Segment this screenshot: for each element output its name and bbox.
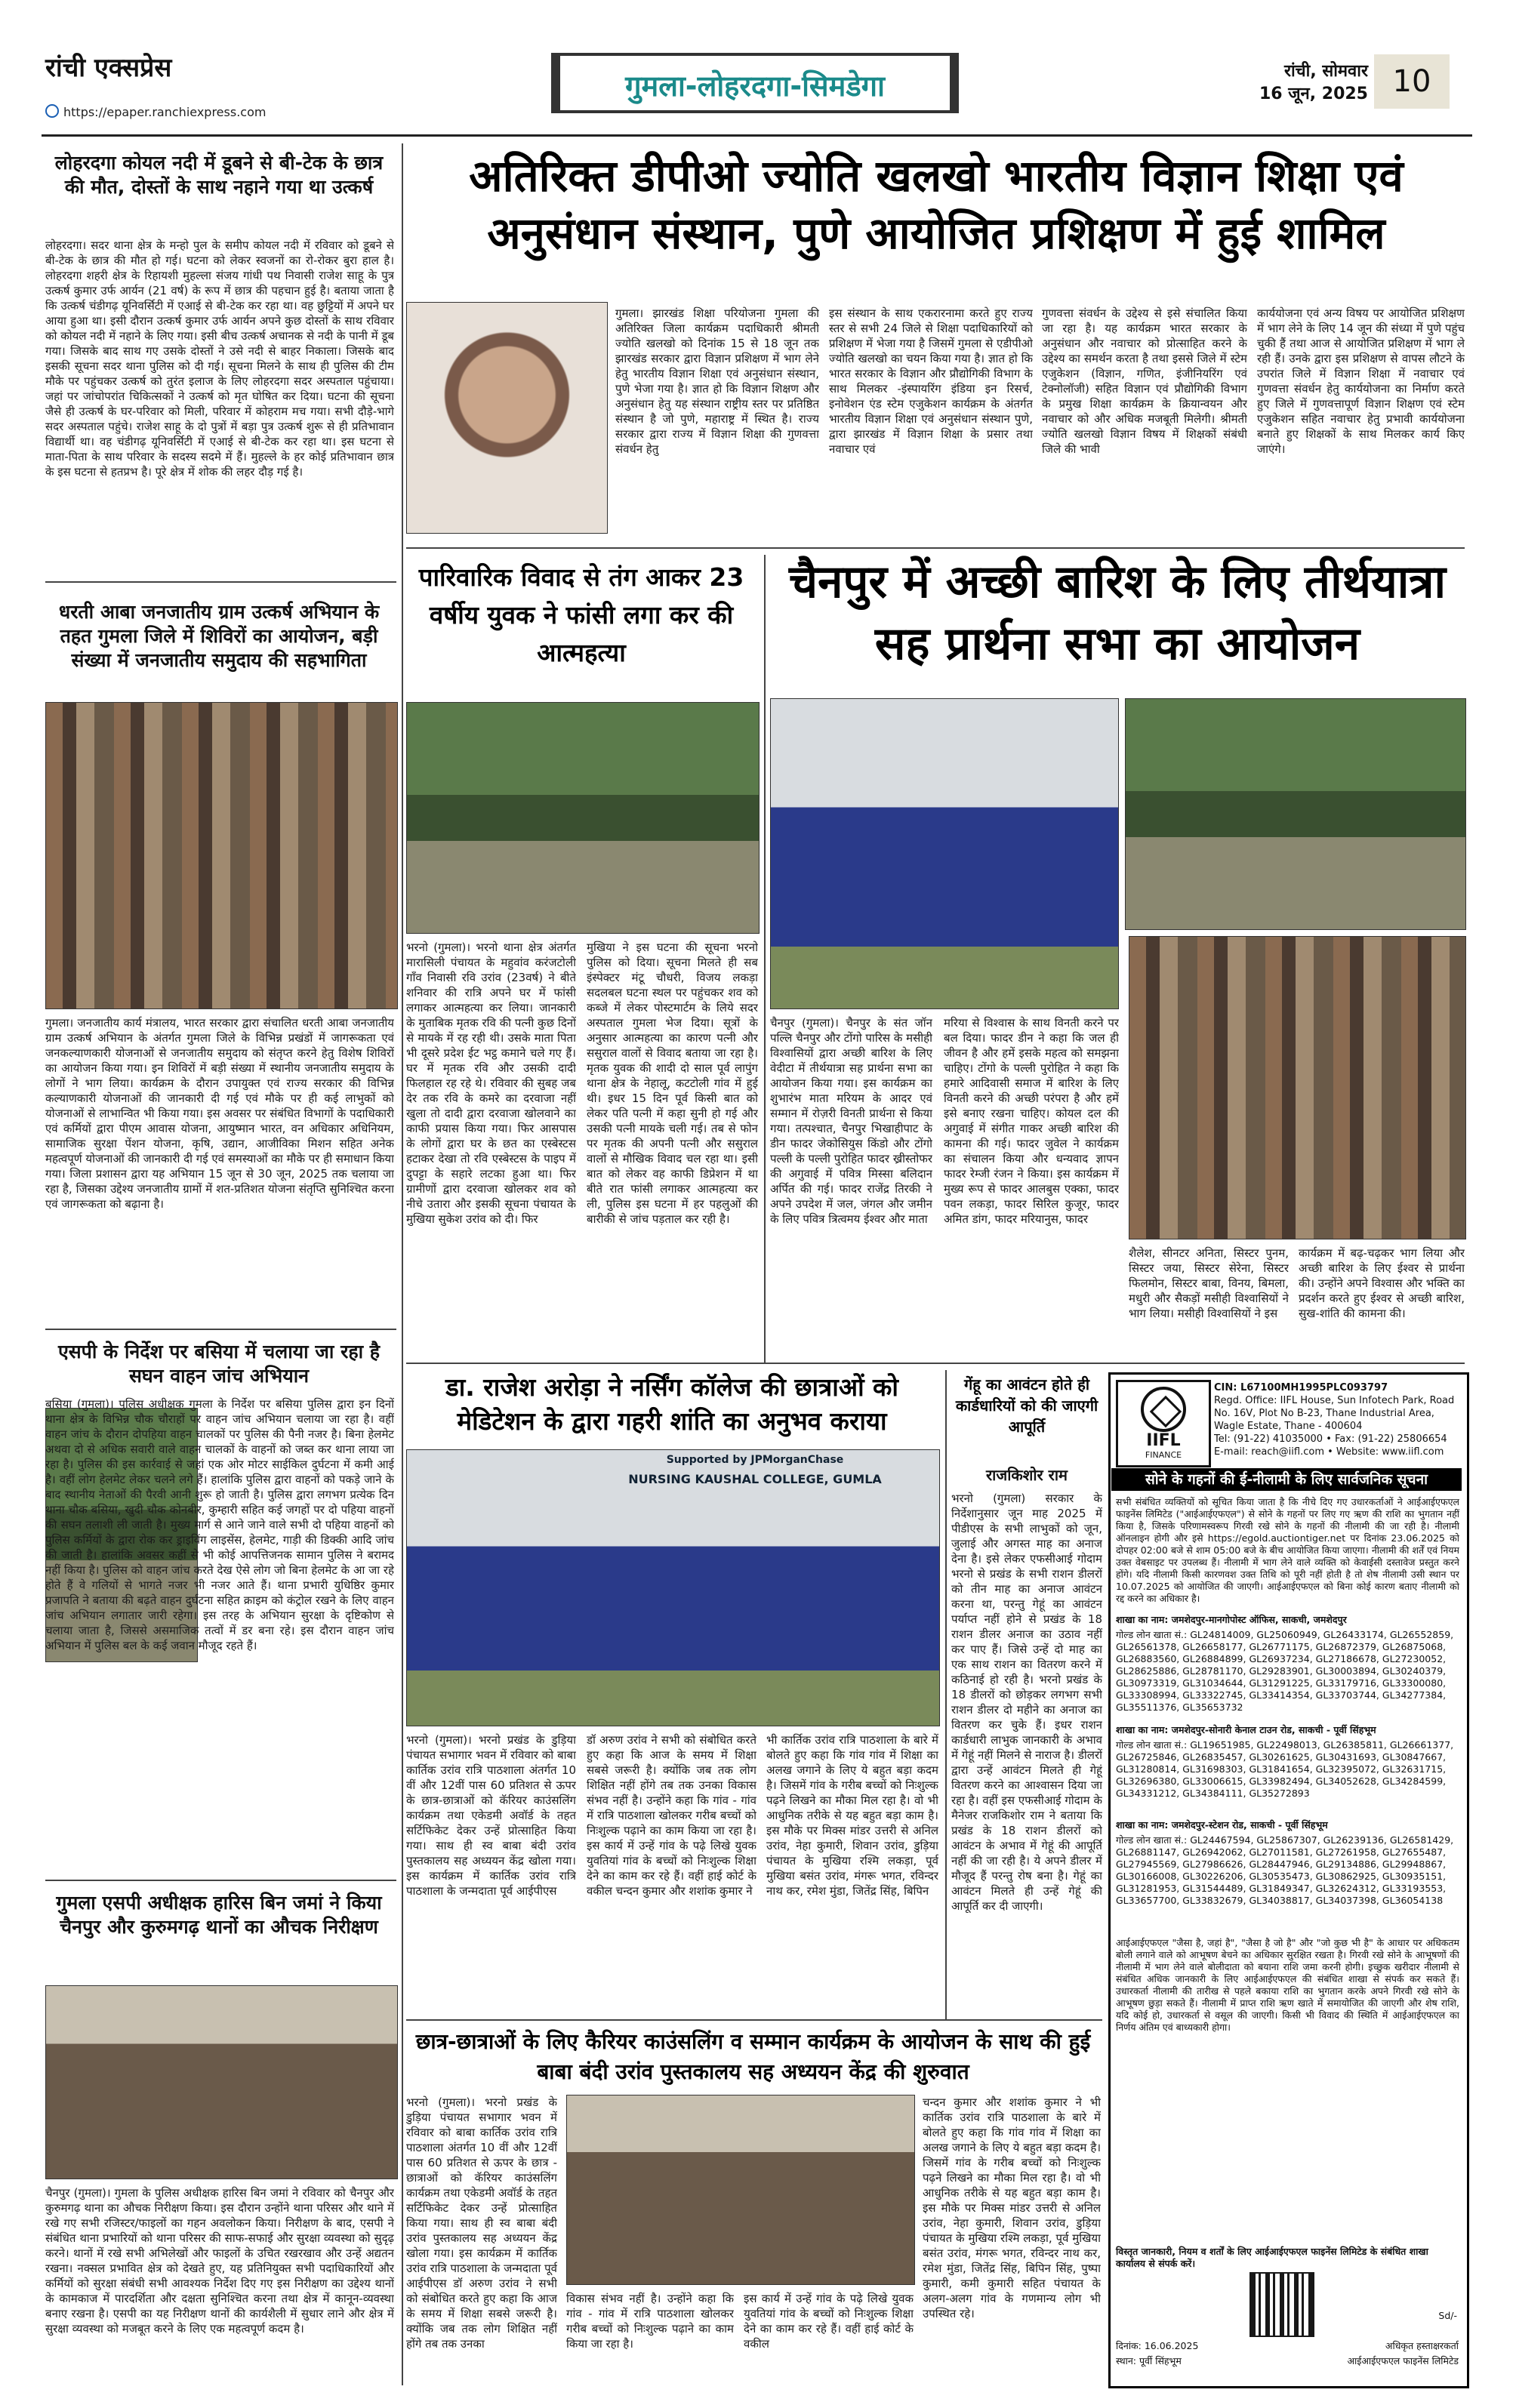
nursing-col3: भी कार्तिक उरांव रात्रि पाठशाला के बारे में बोलते हुए कहा कि गांव गांव में शिक्षा का अलख जगाने के लिए ये बहुत बड़ा कदम है। जिसमें गांव के गरीब बच्चों को निःशुल्क पढ़ने लिखने का मौका मिल रहा है। वो भी आधुनिक तरीके से यह बहुत बड़ा काम है। इस मौके पर मिक्स मांडर उत्तरी से अनिल उरांव, नेहा कुमारी, शिवान उरांव, डुड़िया पंचायत के मुखिया रश्मि लकड़ा, पूर्व मुखिया बसंत उरांव, मंगरू भगत, रविन्दर नाथ कर, रमेश मुंडा, जितेंद्र सिंह, बिपिन [766,1733,938,1898]
story2-photo [45,702,398,1009]
story3-body-text: बसिया (गुमला)। पुलिस अधीक्षक गुमला के निर्देश पर बसिया पुलिस द्वारा इन दिनों थाना क्षेत्र के विभिन्न चौक चौराहों पर वाहन जांच अभियान चलाया जा रहा है। वहीं वाहन जांच के दौरान दोपहिया वाहन चालकों पर पुलिस की पैनी नजर है। बिना हेलमेट अथवा दो से अधिक सवारी वाले वाहन चालकों के वाहनों को जब्त कर थाना लाया जा रहा है। पुलिस की इस कार्रवाई से जहां एक ओर मोटर साईकिल दुर्घटना में कमी आई है। वहीं लोग हेलमेट लेकर चलने लगे हैं। हालांकि पुलिस द्वारा वाहनों को पकड़े जाने के बाद स्थानीय नेताओं की पैरवी आनी शुरू हो जाती है। पुलिस द्वारा लगभग प्रत्येक दिन थाना चौक बसिया, खुदी चौक कोनबीर, कुम्हारी सहित कई जगहों पर दो पहिया वाहनों की सघन तलाशी ली जाती है। मुख्य मार्ग से आने जाने वाले सभी दो पहिया वाहनों को पुलिस कर्मियों के द्वारा रोक कर ड्राइविंग लाइसेंस, हेलमेट, गाड़ी की डिक्की आदि जांच की जाती है। हालांकि अवसर कहीं से भी कोई आपत्तिजनक सामान पुलिस ने बरामद नहीं किया है। पुलिस को वाहन जांच करते देख ऐसे लोग जो बिना हेलमेट के आ जा रहे होते हैं वे गलियों से भागते नजर भी नजर आते हैं। थाना प्रभारी युधिष्ठिर कुमार प्रजापति ने बताया की बढ़ते वाहन दुर्घटना सहित क्राइम को कंट्रोल रखने के लिए वाहन जांच अभियान लगातार जारी रहेगा। इस तरह के अभियान सुरक्षा के दृष्टिकोण से चलाया जाता है, जिससे असमाजिक तत्वों में डर बना रहे। इस दौरान वाहन जांच अभियान में पुलिस बल के कई जवान मौजूद रहते हैं। [45,1397,394,1652]
top-story-col4: कार्ययोजना एवं अन्य विषय पर आयोजित प्रशिक्षण में भाग लेने के लिए 14 जून की संध्या में पुणे पहुंच चुकी हैं तथा आज से आयोजित प्रशिक्षण में भाग ले रही हैं। उनके द्वारा इस प्रशिक्षण से वापस लौटने के उपरांत जिले में विज्ञान शिक्षा में नवाचार एवं गुणवत्ता संवर्धन हेतु कार्ययोजना का निर्माण करते हुए जिले में गुणवत्तापूर्ण विज्ञान शिक्षण एवं स्टेम एजुकेशन सहित नवाचार हेतु प्रभावी कार्ययोजना बनाते हुए शिक्षकों के साथ मिलकर कार्य किए जाएंगे। [1257,306,1465,456]
chainpur-photo-1 [770,698,1119,1009]
iifl-email: E-mail: reach@iifl.com • Website: www.iifl.com [1214,1446,1444,1458]
iifl-branch1-head: शाखा का नाम: जमशेदपुर-मानगोपोस्ट ऑफिस, साकची, जमशेदपुर [1116,1614,1347,1625]
iifl-place: स्थान: पूर्वी सिंहभूम [1116,2355,1182,2366]
top-story-col2: इस संस्थान के साथ एकरारनामा करते हुए राज्य स्तर से सभी 24 जिले से शिक्षा पदाधिकारियों को प्रशिक्षण में भेजा गया है जिसमें गुमला से एडीपीओ ज्योति खलखो का चयन किया गया है। ज्ञात हो कि भारत सरकार के विज्ञान और प्रौद्योगिकी विभाग के साथ मिलकर -इंस्पायरिंग इंडिया इन रिसर्च, इनोवेशन एंड स्टेम एजुकेशन कार्यक्रम के अंतर्गत भारतीय विज्ञान शिक्षा एवं अनुसंधान संस्थान पुणे, द्वारा झारखंड में विज्ञान शिक्षा के प्रसार तथा नवाचार एवं [829,306,1033,456]
iifl-para2: आईआईएफएल "जैसा है, जहां है", "जैसा है जो है" और "जो कुछ भी है" के आधार पर अधिकतम बोली लगाने वाले को आभूषण बेचने का अधिकार सुरक्षित रखता है। गिरवी रखे सोने के आभूषणों की नीलामी में भाग लेने वाले बोलीदाता को बयाना राशि जमा करनी होगी। इच्छुक खरीदार नीलामी से संबंधित अधिक जानकारी के लिए आईआईएफएल की संबंधित शाखा से संपर्क कर सकते हैं। उधारकर्ता नीलामी की तारीख से पहले बकाया राशि का भुगतान करके अपने गिरवी रखे सोने के आभूषण छुड़ा सकते हैं। नीलामी में प्राप्त राशि ऋण खाते में समायोजित की जाएगी और शेष राशि, यदि कोई हो, उधारकर्ता से वसूल की जाएगी। किसी भी विवाद की स्थिति में आईआईएफएल का निर्णय अंतिम एवं बाध्यकारी होगा। [1116,1937,1459,2033]
gehu-body: भरनो (गुमला) सरकार के निर्देशानुसार जून माह 2025 में पीडीएस के सभी लाभुकों को जून, जुलाई और अगस्त माह का अनाज देना है। इसे लेकर एफसीआई गोदाम भरनो से प्रखंड के सभी राशन डीलरों को तीन माह का अनाज आवंटन करना था, परन्तु गेहूं का आवंटन पर्याप्त नहीं होने से प्रखंड के 18 राशन डीलर अनाज का उठाव नहीं कर पाए हैं। जिसे उन्हें दो माह का एक साथ राशन का वितरण करने में कठिनाई हो रही है। भरनो प्रखंड के 18 डीलरों को छोड़कर लगभग सभी राशन डीलर दो महीने का अनाज का वितरण कर चुके हैं। इधर राशन कार्डधारी लाभुक जानकारी के अभाव में गेहूं नहीं मिलने से नाराज है। डीलरों द्वारा उन्हें आवंटन मिलते ही गेहूं वितरण करने का आश्वासन दिया जा रहा है। वहीं इस एफसीआई गोदाम के मैनेजर राजकिशोर राम ने बताया कि प्रखंड के 18 राशन डीलरों को आवंटन के अभाव में गेहूं की आपूर्ति नहीं की जा रही है। ये अपने डीलर में मौजूद हैं परन्तु रोष बना है। गेहूं का आवंटन मिलते ही उन्हें गेहूं की आपूर्ति कर दी जाएगी। [951,1492,1102,1913]
nursing-sign-college: NURSING KAUSHAL COLLEGE, GUMLA [628,1472,882,1486]
iifl-notice-title: सोने के गहनों की ई-नीलामी के लिए सार्वजनिक सूचना [1111,1468,1462,1491]
chainpur-story-headline: चैनपुर में अच्छी बारिश के लिए तीर्थयात्रा सह प्रार्थना सभा का आयोजन [789,556,1446,670]
divider [45,1880,396,1881]
iifl-brand: IIFL [1146,1431,1181,1450]
iifl-officer-company: आईआईएफएल फाइनेंस लिमिटेड [1347,2355,1459,2366]
iifl-brand-sub: FINANCE [1145,1450,1182,1460]
story4-body: चैनपुर (गुमला)। गुमला के पुलिस अधीक्षक हारिस बिन जमां ने रविवार को चैनपुर और कुरुमगढ़ थाना का औचक निरीक्षण किया। इस दौरान उन्होंने थाना परिसर और थाने में रखे गए सभी रजिस्टर/फाइलों का गहन अवलोकन किया। निरीक्षण के बाद, एसपी ने संबंधित थाना प्रभारियों को थाना परिसर की साफ-सफाई और सुरक्षा व्यवस्था को सुदृढ़ करने। थानों में रखे सभी अभिलेखों और फाइलों के उचित रखरखाव और उन्हें अद्यतन रखना। नक्सल प्रभावित क्षेत्र को देखते हुए, यह प्रतिनियुक्त सभी पदाधिकारियों और कर्मियों को सुरक्षा संबंधी सभी आवश्यक निर्देश दिए गए इस निरीक्षण का उद्देश्य थानों के कामकाज में पारदर्शिता और दक्षता सुनिश्चित करना तथा क्षेत्र में कानून-व्यवस्था बनाए रखना है। एसपी का यह निरीक्षण थानों की कार्यशैली में सुधार लाने और क्षेत्र में सुरक्षा व्यवस्था को मजबूत करने के लिए एक महत्वपूर्ण कदम है। [45,2186,394,2336]
family-story-photo [406,702,760,934]
story2-headline: धरती आबा जनजातीय ग्राम उत्कर्ष अभियान के तहत गुमला जिले में शिविरों का आयोजन, बड़ी संख्या में जनजातीय समुदाय की सहभागिता [58,601,380,671]
url-text: https://epaper.ranchiexpress.com [63,105,267,119]
career-photo [566,2095,915,2285]
iifl-signature: Sd/- [1438,2310,1457,2321]
iifl-branch2-head: शाखा का नाम: जमशेदपुर-सोनारी केनाल टाउन रोड, साकची - पूर्वी सिंहभूम [1116,1724,1376,1735]
top-story-col3: गुणवत्ता संवर्धन के उद्देश्य से इसे संचालित किया जा रहा है। यह कार्यक्रम भारत सरकार के अनुसंधान और नवाचार को प्रोत्साहित करने के उद्देश्य का समर्थन करता है तथा इससे जिले में स्टेम एजुकेशन (विज्ञान, गणित, इंजीनियरिंग एवं टेक्नोलॉजी) सहित विज्ञान एवं प्रौद्योगिकी विभाग के प्रमुख शिक्षा कार्यक्रम के क्रियान्वयन और नवाचार को और अधिक मजबूती मिलेगी। श्रीमती ज्योति खलखो विज्ञान विषय में शिक्षकों संबंधी जिले की भावी [1042,306,1247,456]
nursing-photo [406,1449,940,1726]
newspaper-title: रांची एक्सप्रेस [45,53,172,83]
chainpur-col2: मरिया से विश्वास के साथ विनती करने पर बल दिया। फादर डीन ने कहा कि जल ही जीवन है और हमें इसके महत्व को समझना चाहिए। टोंगो के पल्ली पुरोहित ने कहा कि हमारे आदिवासी समाज में बारिश के लिए विनती करने की अच्छी परंपरा है और हमें इसे बनाए रखना चाहिए। कोयल दल की अगुवाई में संगीत गाकर अच्छी बारिश की कामना की गई। फादर जुवेल ने कार्यक्रम का संचालन किया और धन्यवाद ज्ञापन फादर रेम्जी रंजन ने किया। इस कार्यक्रम में मुख्य रूप से फादर आलबुस एक्का, फादर पवन लकड़ा, फादर सिरिल कुजूर, फादर अमित डांग, फादर मरियानुस, फादर [944,1016,1119,1226]
iifl-regd: Regd. Office: IIFL House, Sun Infotech Park, Road No. 16V, Plot No B-23, Thane Industrial Area, Wagle Estate, Thane - 400604 [1214,1395,1455,1432]
divider [45,1329,396,1330]
gehu-story-headline: गेंहू का आवंटन होते ही कार्डधारियों को की जाएगी आपूर्ति [955,1375,1098,1436]
iifl-para3: विस्तृत जानकारी, नियम व शर्तों के लिए आईआईएफएल फाइनेंस लिमिटेड के संबंधित शाखा कार्यालय से संपर्क करें। [1116,2246,1428,2269]
iifl-para1: सभी संबंधित व्यक्तियों को सूचित किया जाता है कि नीचे दिए गए उधारकर्ताओं ने आईआईएफएल फाइनेंस लिमिटेड ("आईआईएफएल") से सोने के गहनों पर लिए गए ऋण की राशि का भुगतान नहीं किया है, जिसके परिणामस्वरूप गिरवी रखे सोने के गहनों की नीलामी की जा रही है। नीलामी ऑनलाइन होगी और इसे https://egold.auctiontiger.net पर दिनांक 23.06.2025 को दोपहर 02:00 बजे से शाम 05:00 बजे के बीच आयोजित किया जाएगा। नीलामी की शर्तें एवं नियम उक्त वेबसाइट पर उपलब्ध हैं। नीलामी में भाग लेने वाले व्यक्ति को केवाईसी दस्तावेज प्रस्तुत करने होंगे। यदि नीलामी किसी कारणवश उक्त तिथि को पूरी नहीं होती है तो शेष नीलामी उसी स्थान पर 10.07.2025 को आयोजित की जाएगी। आईआईएफएल को बिना कोई कारण बताए नीलामी को रद्द करने का अधिकार है। [1116,1496,1459,1604]
divider [45,581,396,583]
chainpur-col4: कार्यक्रम में बढ़-चढ़कर भाग लिया और अच्छी बारिश के लिए ईश्वर से प्रार्थना की। उन्होंने अपने विश्वास और भक्ति का प्रदर्शन करते हुए ईश्वर से अच्छी बारिश, सुख-शांति की कामना की। [1299,1246,1465,1320]
left-column-divider [402,143,403,2385]
career-col1: भरनो (गुमला)। भरनो प्रखंड के डुड़िया पंचायत सभागार भवन में रविवार को बाबा कार्तिक उरांव रात्रि पाठशाला अंतर्गत 10 वीं और 12वीं पास 60 प्रतिशत से ऊपर के छात्र - छात्राओं को कॅरियर काउंसलिंग कार्यक्रम तथा एकेडमी अवॉर्ड के तहत सर्टिफिकेट देकर उन्हें प्रोत्साहित किया गया। साथ ही स्व बाबा बंदी उरांव पुस्तकालय सह अध्ययन केंद्र खोला गया। इस कार्यक्रम में कार्तिक उरांव रात्रि पाठशाला के जन्मदाता पूर्व आईपीएस डॉ अरुण उरांव ने सभी को संबोधित करते हुए कहा कि आज के समय में शिक्षा सबसे जरूरी है। क्योंकि जब तक लोग शिक्षित नहीं होंगे तब तक उनका [406,2095,557,2351]
story1-body: लोहरदगा। सदर थाना क्षेत्र के मन्हो पुल के समीप कोयल नदी में रविवार को डूबने से बी-टेक के छात्र की मौत हो गई। घटना को लेकर स्वजनों का रो-रोकर बुरा हाल है। लोहरदगा शहरी क्षेत्र के रिहायशी मुहल्ला संजय गांधी पथ निवासी राजेश साहू के पुत्र उत्कर्ष कुमार उर्फ आर्यन (21 वर्ष) के रूप में छात्र की पहचान हुई है। बताया जाता है कि उत्कर्ष चंडीगढ़ यूनिवर्सिटी में एआई से बी-टेक कर रहा था। वह छुट्टियों में अपने घर आया हुआ था। इसी दौरान उत्कर्ष कुमार उर्फ आर्यन अपने कुछ दोस्तों के साथ रविवार को कोयल नदी में नहाने के लिए गया। इसी बीच उत्कर्ष अचानक से नदी के पानी में डूब गया। जिसके बाद साथ गए उसके दोस्तों ने उसे नदी से बाहर निकाला। जिसके बाद इसकी सूचना सदर थाना पुलिस को दी गई। सूचना मिलने के साथ ही पुलिस की टीम मौके पर पहुंचकर उत्कर्ष को तुरंत इलाज के लिए लोहरदगा सदर अस्पताल पहुंचाया। जहां पर जांचोपरांत चिकित्सकों ने उत्कर्ष को मृत घोषित कर दिया। घटना की सूचना जैसे ही उत्कर्ष के घर-परिवार को मिली, परिवार में कोहराम मच गया। सभी दौड़े-भागे सदर अस्पताल पहुंचे। राजेश साहू के दो पुत्रों में बड़ा पुत्र उत्कर्ष शुरू से ही प्रतिभावान विद्यार्थी था। वह चंडीगढ़ यूनिवर्सिटी में एआई से बी-टेक कर रहा था। इस घटना से माता-पिता के साथ परिवार के सदस्य सदमे में हैं। मुहल्ले के हर कोई प्रतिभावान छात्र के इस घटना से हतप्रभ है। पूरे क्षेत्र में शोक की लहर दौड़ गई है। [45,239,394,479]
nursing-col1: भरनो (गुमला)। भरनो प्रखंड के डुड़िया पंचायत सभागार भवन में रविवार को बाबा कार्तिक उरांव रात्रि पाठशाला अंतर्गत 10 वीं और 12वीं पास 60 प्रतिशत से ऊपर के छात्र-छात्राओं को कॅरियर काउंसलिंग कार्यक्रम तथा एकेडमी अवॉर्ड के तहत सर्टिफिकेट देकर उन्हें प्रोत्साहित किया गया। साथ ही स्व बाबा बंदी उरांव पुस्तकालय सह अध्ययन केंद्र खोला गया। इस कार्यक्रम में कार्तिक उरांव रात्रि पाठशाला के जन्मदाता पूर्व आईपीएस [406,1733,576,1898]
top-story-headline: अतिरिक्त डीपीओ ज्योति खलखो भारतीय विज्ञान शिक्षा एवं अनुसंधान संस्थान, पुणे आयोजित प्रशिक्षण में हुई शामिल [469,150,1404,259]
divider [945,1370,947,2019]
nursing-col2: डॉ अरुण उरांव ने सभी को संबोधित करते हुए कहा कि आज के समय में शिक्षा सबसे जरूरी है। क्योंकि जब तक लोग शिक्षित नहीं होंगे तब तक उनका विकास संभव नहीं है। उन्होंने कहा कि गांव - गांव में रात्रि पाठशाला खोलकर गरीब बच्चों को निःशुल्क पढ़ाने का काम किया जा रहा है। इस कार्य में उन्हें गांव के पढ़े लिखे युवक युवतियां गांव के बच्चों को निःशुल्क शिक्षा देने का काम कर रहे हैं। वहीं हाई कोर्ट के वकील चन्दन कुमार और शशांक कुमार ने [587,1733,756,1898]
story3-body [45,1396,394,1865]
chainpur-photo-2 [1125,698,1466,930]
story3-headline: एसपी के निर्देश पर बसिया में चलाया जा रहा है सघन वाहन जांच अभियान [57,1341,381,1387]
nursing-sign-sponsor: Supported by JPMorganChase [666,1454,844,1466]
chainpur-col3: शैलेश, सीनटर अनिता, सिस्टर पुनम, सिस्टर जया, सिस्टर सेरेना, सिस्टर फिलमोन, सिस्टर बाबा, विनय, बिमला, मधुरी और सैकड़ों मसीही विश्वासियों ने भाग लिया। मसीही विश्वासियों ने इस [1129,1246,1289,1320]
page-number: 10 [1374,54,1450,109]
divider [764,555,766,1363]
iifl-branch3-list: गोल्ड लोन खाता सं.: GL24467594, GL25867307, GL26239136, GL26581429, GL26881147, GL26942062, GL27011581, GL27261958, GL27655487, GL27945569, GL27986626, GL28447946, GL29134886, GL29948867, GL30166008, GL30226206, GL30535473, GL30862925, GL30935151, GL31281953, GL31544489, GL31849347, GL32624312, GL33193553, GL33657700, GL33832679, GL34038817, GL34037398, GL36054138 [1116,1834,1454,1906]
iifl-branch3-head: शाखा का नाम: जमशेदपुर-स्टेशन रोड, साकची - पूर्वी सिंहभूम [1116,1819,1328,1831]
iifl-officer-title: अधिकृत हस्ताक्षरकर्ता [1385,2340,1459,2351]
iifl-logo-icon [1141,1387,1186,1432]
family-story-col2: मुखिया ने इस घटना की सूचना भरनो पुलिस को दिया। सूचना मिलते ही सब इंस्पेक्टर मंटू चौधरी, विजय लकड़ा सदलबल घटना स्थल पर पहुंचकर शव को कब्जे में लेकर पोस्टमार्टम के लिये सदर अस्पताल गुमला भेज दिया। सूत्रों के अनुसार आत्महत्या का कारण पत्नी और ससुराल वालों से विवाद बताया जा रहा है। मृतक युवक की शादी दो साल पूर्व लापुंग थाना क्षेत्र के नेहालू, कटटोली गांव में हुई थी। इधर 15 दिन पूर्व किसी बात को लेकर पति पत्नी में कहा सुनी हो गई और उसकी पत्नी मायके चली गई। तब से फोन पर मृतक की अपनी पत्नी और ससुराल वालों से मौखिक विवाद चल रहा था। इसी बात को लेकर वह काफी डिप्रेशन में था बीते रात फांसी लगाकर आत्महत्या कर ली, पुलिस इस घटना में हर पहलुओं की बारीकी से जांच पड़ताल कर रही है। [587,941,758,1226]
iifl-branch2-list: गोल्ड लोन खाता सं.: GL19651985, GL22498013, GL26385811, GL26661377, GL26725846, GL26835457, GL30261625, GL30431693, GL30847667, GL31280814, GL31698303, GL31841654, GL32395072, GL32631715, GL32696380, GL33006615, GL33982494, GL34052628, GL34284599, GL34331212, GL34384111, GL35272893 [1116,1739,1454,1799]
dateline [1235,60,1368,106]
divider [406,547,1465,549]
career-col3: इस कार्य में उन्हें गांव के पढ़े लिखे युवक युवतियां गांव के बच्चों को निःशुल्क शिक्षा देने का काम कर रहे हैं। वहीं हाई कोर्ट के वकील [744,2292,914,2351]
story4-photo [45,1985,398,2179]
family-story-headline: पारिवारिक विवाद से तंग आकर 23 वर्षीय युवक ने फांसी लगा कर की आत्महत्या [418,562,744,667]
career-col2: विकास संभव नहीं है। उन्होंने कहा कि गांव - गांव में रात्रि पाठशाला खोलकर गरीब बच्चों को निःशुल्क पढ़ाने का काम किया जा रहा है। [566,2292,734,2351]
iifl-logo [1116,1380,1211,1467]
top-story-portrait [406,302,608,534]
dateline-date: 16 जून, 2025 [1259,85,1368,103]
iifl-branch1-list: गोल्ड लोन खाता सं.: GL24814009, GL25060949, GL26433174, GL26552859, GL26561378, GL26658177, GL26771175, GL26872379, GL26875068, GL26883560, GL26884899, GL26937234, GL27186678, GL27230052, GL28625886, GL28781170, GL29283901, GL30003894, GL30240379, GL30973319, GL31034644, GL31291225, GL33179716, GL33300080, GL33308994, GL33322745, GL33414354, GL33703744, GL34277384, GL35511376, GL35653732 [1116,1629,1454,1713]
epaper-url[interactable] [45,104,266,119]
chainpur-col1: चैनपुर (गुमला)। चैनपुर के संत जॉन पल्लि चैनपुर और टोंगो पारिस के मसीही विश्वासियों द्वारा अच्छी बारिश के लिए वेदीटा में तीर्थयात्रा सह प्रार्थना सभा का आयोजन किया गया। इस कार्यक्रम का शुभारंभ माता मरियम के आदर एवं सम्मान में रोज़री विनती प्रार्थना से किया गया। तत्पश्चात, चैनपुर भिखाहीपाट के डीन फादर जेकोसियुस किंडो और टोंगो पल्ली के पल्ली पुरोहित फादर ख्रीस्तोफर की अगुवाई में पवित्र मिस्सा बलिदान अर्पित की गई। फादर राजेंद्र तिरकी ने अपने उपदेश में जल, जंगल और जमीन के लिए पवित्र त्रित्वमय ईश्वर और माता [770,1016,932,1226]
family-story-col1: भरनो (गुमला)। भरनो थाना क्षेत्र अंतर्गत मारासिली पंचायत के महुवांव करंजटोली गाँव निवासी रवि उरांव (23वर्ष) ने बीते शनिवार की रात्रि अपने घर में फांसी लगाकर आत्महत्या कर लिया। जानकारी के मुताबिक मृतक रवि की पत्नी कुछ दिनों से मायके में रह रही थी। उसके माता पिता भी दूसरे प्रदेश ईट भट्ठ कमाने चले गए हैं। घर में मृतक रवि और उसकी दादी फिलहाल रह रहे थे। रविवार की सुबह जब देर तक रवि के कमरे का दरवाजा नहीं खुला तो दादी द्वारा दरवाजा खोलवाने का काफी प्रयास किया गया। फिर आसपास के लोगों द्वारा घर के छत का एस्बेस्टस हटाकर देखा तो रवि एस्बेस्टस के पाइप में दुपट्टा के सहारे लटका हुआ था। फिर ग्रामीणों द्वारा दरवाजा खोलकर शव को नीचे उतारा और इसकी सूचना पंचायत के मुखिया सुकेश उरांव को दी। फिर [406,941,576,1226]
divider [406,2019,1102,2021]
story1-headline: लोहरदगा कोयल नदी में डूबने से बी-टेक के छात्र की मौत, दोस्तों के साथ नहाने गया था उत्कर्ष [54,152,384,198]
dateline-city-day: रांची, सोमवार [1283,62,1368,81]
top-story-col1: गुमला। झारखंड शिक्षा परियोजना गुमला की अतिरिक्त जिला कार्यक्रम पदाधिकारी श्रीमती ज्योति खलखो को दिनांक 15 से 18 जून तक झारखंड सरकार द्वारा विज्ञान प्रशिक्षण में भाग लेने हेतु भारतीय विज्ञान शिक्षा एवं अनुसंधान संस्थान, पुणे भेजा गया है। ज्ञात हो कि विज्ञान शिक्षण और अनुसंधान हेतु यह संस्थान राष्ट्रीय स्तर पर प्रतिष्ठित संस्थान है जो पुणे, महाराष्ट्र में स्थित है। राज्य सरकार द्वारा राज्य में विज्ञान शिक्षा की गुणवत्ता संवर्धन हेतु [615,306,819,456]
masthead-rule [42,134,1472,137]
iifl-cin: CIN: L67100MH1995PLC093797 [1214,1382,1388,1393]
qr-code-icon [1249,2272,1314,2337]
iifl-tel: Tel: (91-22) 41035000 • Fax: (91-22) 25806654 [1214,1433,1447,1445]
globe-icon [45,104,59,118]
career-story-headline: छात्र-छात्राओं के लिए कैरियर काउंसलिंग व सम्मान कार्यक्रम के आयोजन के साथ की हुई बाबा बंदी उरांव पुस्तकालय सह अध्ययन केंद्र की शुरुवात [415,2029,1091,2084]
story2-body: गुमला। जनजातीय कार्य मंत्रालय, भारत सरकार द्वारा संचालित धरती आबा जनजातीय ग्राम उत्कर्ष अभियान के अंतर्गत गुमला जिले के विभिन्न प्रखंडों में जागरूकता एवं जनकल्याणकारी योजनाओं से जनजातीय समुदाय को संतृप्त करने हेतु विशेष शिविरों का आयोजन किया गया। इन शिविरों में बड़ी संख्या में स्थानीय जनजातीय समुदाय के लोगों ने भाग लिया। कार्यक्रम के दौरान उपायुक्त एवं राज्य सरकार की विभिन्न कल्याणकारी योजनाओं की जानकारी दी गई एवं मौके पर ही कई लाभुकों को योजनाओं से लाभान्वित भी किया गया। इस अवसर पर संबंधित विभागों के पदाधिकारी एवं कर्मियों द्वारा पीएम आवास योजना, आयुष्मान भारत, वन अधिकार अधिनियम, सामाजिक सुरक्षा पेंशन योजना, कृषि, उद्यान, आजीविका मिशन सहित अनेक महत्वपूर्ण योजनाओं की जानकारी दी गई एवं समस्याओं का मौके पर ही समाधान किया गया। जिला प्रशासन द्वारा यह अभियान 15 जून से 30 जून, 2025 तक चलाया जा रहा है, जिसका उद्देश्य जनजातीय ग्रामों में शत-प्रतिशत योजना संतृप्ति सुनिश्चित करना एवं जागरूकता को बढ़ाना है। [45,1016,394,1211]
gehu-author: राजकिशोर राम [986,1466,1068,1484]
career-col4: चन्दन कुमार और शशांक कुमार ने भी कार्तिक उरांव रात्रि पाठशाला के बारे में बोलते हुए कहा कि गांव गांव में शिक्षा का अलख जगाने के लिए ये बहुत बड़ा कदम है। जिसमें गांव के गरीब बच्चों को निःशुल्क पढ़ने लिखने का मौका मिल रहा है। वो भी आधुनिक तरीके से यह बहुत बड़ा काम है। इस मौके पर मिक्स मांडर उत्तरी से अनिल उरांव, नेहा कुमारी, शिवान उरांव, डुड़िया पंचायत के मुखिया रश्मि लकड़ा, पूर्व मुखिया बसंत उरांव, मंगरू भगत, रविन्दर नाथ कर, रमेश मुंडा, जितेंद्र सिंह, बिपिन सिंह, पुष्पा कुमारी, कमी कुमारी सहित पंचायत के अलग-अलग गांव के गणमान्य लोग भी उपस्थित रहे। [923,2095,1101,2320]
story4-headline: गुमला एसपी अधीक्षक हारिस बिन जमां ने किया चैनपुर और कुरुमगढ़ थानों का औचक निरीक्षण [56,1892,382,1938]
divider [406,1363,1465,1364]
iifl-header [1214,1381,1459,1458]
iifl-date: दिनांक: 16.06.2025 [1116,2340,1199,2351]
section-banner: गुमला-लोहरदगा-सिमडेगा [551,53,959,113]
nursing-story-headline: डा. राजेश अरोड़ा ने नर्सिंग कॉलेज की छात्राओं को मेडिटेशन के द्वारा गहरी शांति का अनुभव कराया [445,1372,898,1436]
chainpur-photo-3 [1129,936,1466,1239]
